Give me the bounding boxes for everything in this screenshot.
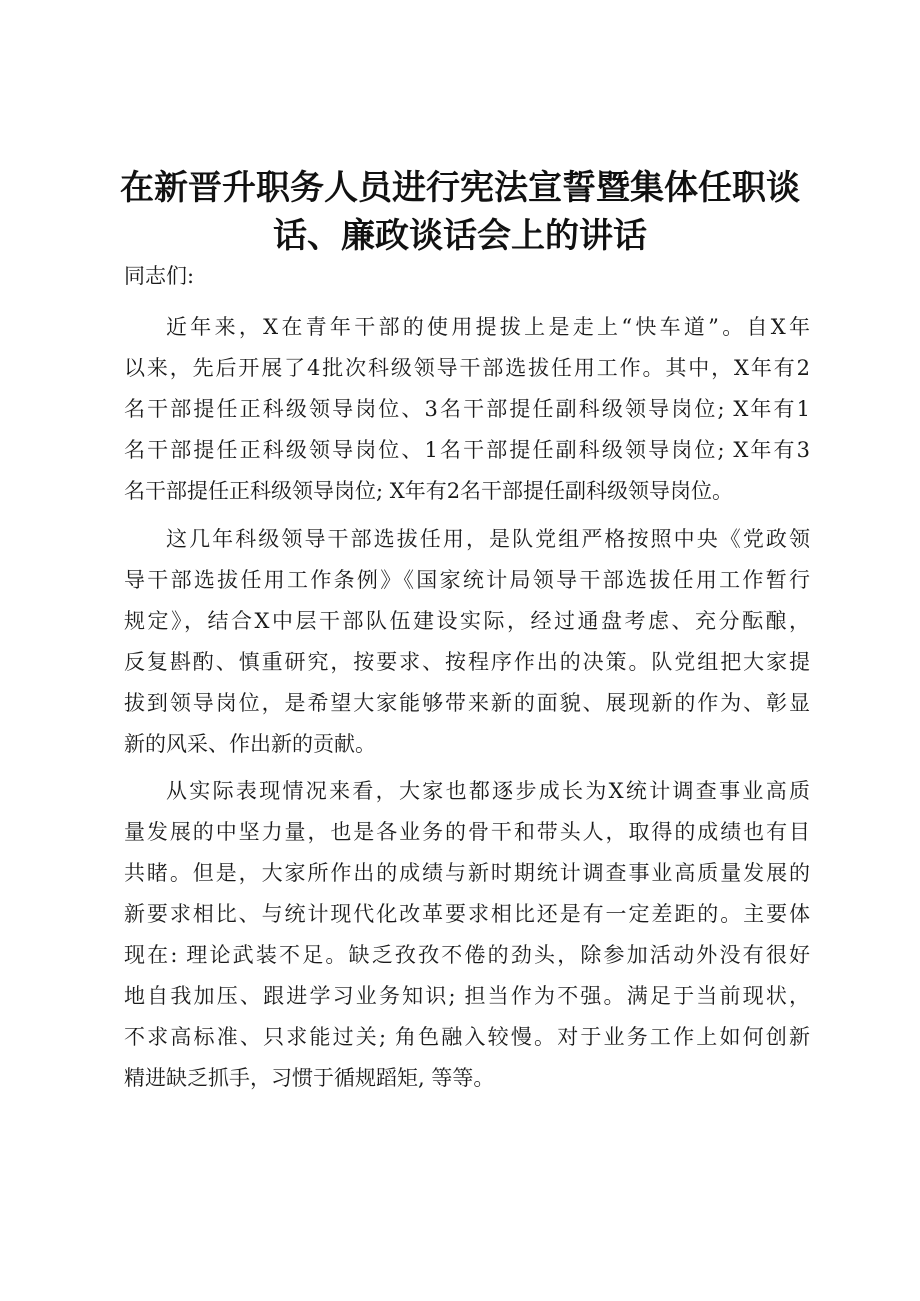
paragraph-3-line-5: 现在: 理论武装不足。缺乏孜孜不倦的劲头，除参加活动外没有很好 [124,943,810,967]
paragraph-1-line-3: 名干部提任正科级领导岗位、3名干部提任副科级领导岗位; X年有1 [124,397,810,421]
paragraph-1-line-1: 近年来，X在青年干部的使用提拔上是走上“快车道”。自X年 [166,315,810,339]
paragraph-2-line-5: 拔到领导岗位，是希望大家能够带来新的面貌、展现新的作为、彰显 [124,691,810,715]
paragraph-3-line-1: 从实际表现情况来看，大家也都逐步成长为X统计调查事业高质 [166,779,810,803]
paragraph-2-line-6: 新的风采、作出新的贡献。 [124,732,376,756]
paragraph-3-line-6: 地自我加压、跟进学习业务知识; 担当作为不强。满足于当前现状， [124,984,810,1008]
paragraph-1-line-5: 名干部提任正科级领导岗位; X年有2名干部提任副科级领导岗位。 [124,479,734,503]
document-title-line-1: 在新晋升职务人员进行宪法宣誓暨集体任职谈 [120,168,800,208]
paragraph-3-line-8: 精进缺乏抓手，习惯于循规蹈矩, 等等。 [124,1066,495,1090]
paragraph-2-line-4: 反复斟酌、慎重研究，按要求、按程序作出的决策。队党组把大家提 [124,650,810,674]
paragraph-3-line-3: 共睹。但是，大家所作出的成绩与新时期统计调查事业高质量发展的 [124,861,810,885]
document-title-line-2: 话、廉政谈话会上的讲话 [273,216,647,256]
paragraph-2-line-2: 导干部选拔任用工作条例》《国家统计局领导干部选拔任用工作暂行 [124,568,810,592]
paragraph-3-line-2: 量发展的中坚力量，也是各业务的骨干和带头人，取得的成绩也有目 [124,820,810,844]
paragraph-2-line-1: 这几年科级领导干部选拔任用，是队党组严格按照中央《党政领 [166,527,810,551]
paragraph-3-line-4: 新要求相比、与统计现代化改革要求相比还是有一定差距的。主要体 [124,902,810,926]
paragraph-3-line-7: 不求高标准、只求能过关; 角色融入较慢。对于业务工作上如何创新 [124,1025,810,1049]
paragraph-1-line-4: 名干部提任正科级领导岗位、1名干部提任副科级领导岗位; X年有3 [124,438,810,462]
paragraph-1-line-2: 以来，先后开展了4批次科级领导干部选拔任用工作。其中，X年有2 [124,356,810,380]
paragraph-2-line-3: 规定》，结合X中层干部队伍建设实际，经过通盘考虑、充分酝酿， [124,609,810,633]
salutation: 同志们: [124,264,195,288]
